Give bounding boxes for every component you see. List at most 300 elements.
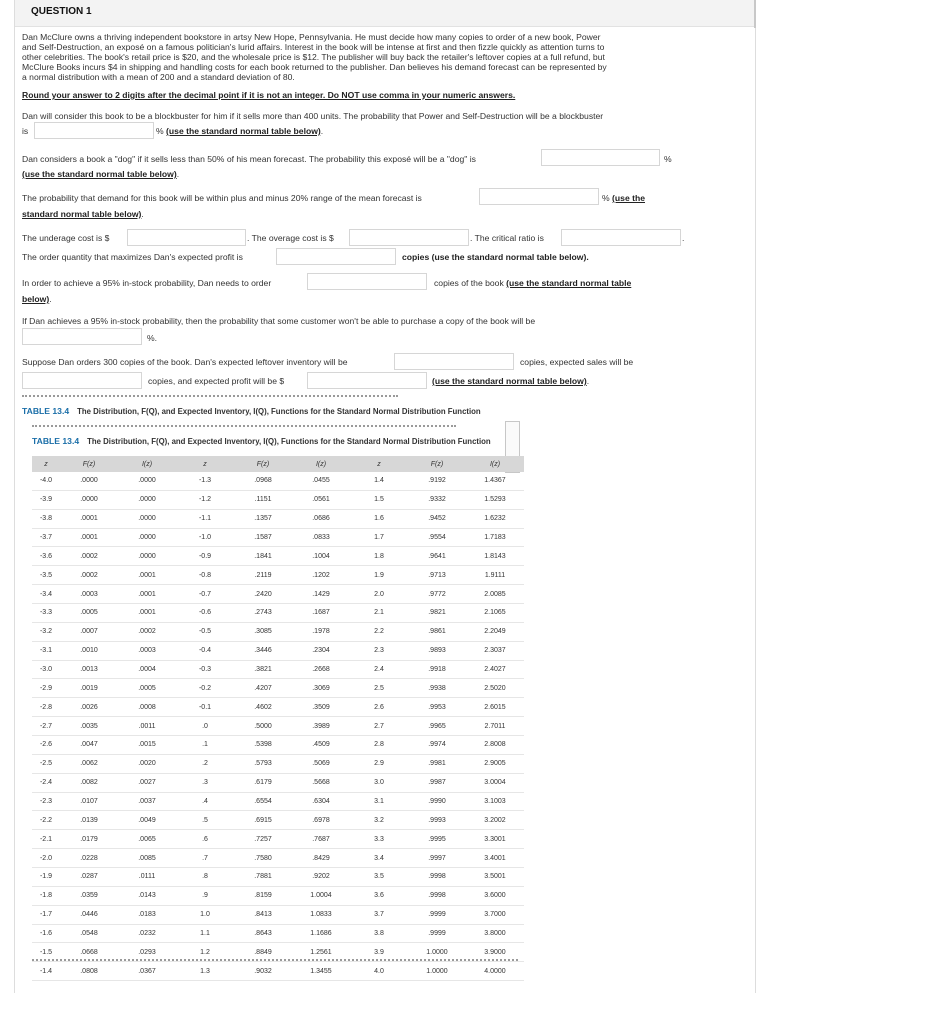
table-cell: 2.2 — [350, 622, 408, 641]
q8-table-link[interactable]: (use the standard normal table below) — [432, 376, 587, 386]
q8-link-line — [432, 376, 589, 387]
table-cell: -1.6 — [32, 924, 60, 943]
table-cell: .9554 — [408, 528, 466, 547]
q4-underage-cost-input[interactable] — [127, 229, 246, 246]
table-cell: .9 — [176, 886, 234, 905]
intro-line: and Self-Destruction, an exposé on a famous politician's lurid affairs. Interest in the book will be intense at first and then fizzle quickly as attention turns to — [22, 42, 605, 53]
q6-link-line — [22, 294, 52, 305]
q7-stockout-probability-input[interactable] — [22, 328, 142, 345]
table-cell: .6915 — [234, 811, 292, 830]
dotted-rule — [32, 425, 456, 429]
q4-overage-cost-input[interactable] — [349, 229, 469, 246]
table-cell: .1 — [176, 736, 234, 755]
table-cell: 1.0 — [176, 905, 234, 924]
q4-critical-label: . The critical ratio is — [470, 233, 544, 243]
table-cell: 3.3001 — [466, 830, 524, 849]
table-cell: 2.4 — [350, 660, 408, 679]
table-cell: .5069 — [292, 754, 350, 773]
col-header-fz: F(z) — [408, 456, 466, 472]
intro-line: other celebrities. The book's retail price is $20, and the wholesale price is $12. The publisher will buy back the retailer's leftover copies at a full refund, but — [22, 52, 605, 63]
table-cell: -3.3 — [32, 604, 60, 623]
table-cell: 2.4027 — [466, 660, 524, 679]
table-cell: 1.6232 — [466, 509, 524, 528]
table-cell: .4509 — [292, 736, 350, 755]
table-cell: .0232 — [118, 924, 176, 943]
table-cell: 3.4001 — [466, 849, 524, 868]
table-cell: .3085 — [234, 622, 292, 641]
table-row — [32, 886, 524, 905]
q8-expected-sales-input[interactable] — [22, 372, 142, 389]
table-row — [32, 604, 524, 623]
q3-range-probability-input[interactable] — [479, 188, 599, 205]
q5-suffix: copies (use the standard normal table below). — [402, 252, 589, 262]
table-cell: .9974 — [408, 736, 466, 755]
table-cell: -1.7 — [32, 905, 60, 924]
intro-line: a normal distribution with a mean of 200 and a standard deviation of 80. — [22, 72, 295, 83]
table-cell: .7257 — [234, 830, 292, 849]
q1-table-link[interactable]: (use the standard normal table below) — [166, 126, 321, 136]
table-cell: 2.6 — [350, 698, 408, 717]
table-cell: .9997 — [408, 849, 466, 868]
table-cell: .5793 — [234, 754, 292, 773]
table-cell: .2668 — [292, 660, 350, 679]
table-cell: .7687 — [292, 830, 350, 849]
table-cell: .0111 — [118, 868, 176, 887]
table-cell: .9953 — [408, 698, 466, 717]
table-row — [32, 754, 524, 773]
table-cell: .0005 — [60, 604, 118, 623]
table-row — [32, 490, 524, 509]
table-cell: .9192 — [408, 472, 466, 490]
table-cell: 3.3 — [350, 830, 408, 849]
q1-blockbuster-probability-input[interactable] — [34, 122, 154, 139]
table-cell: .4602 — [234, 698, 292, 717]
q8-text: Suppose Dan orders 300 copies of the book. Dan's expected leftover inventory will be — [22, 357, 348, 367]
table-cell: .0686 — [292, 509, 350, 528]
table-cell: .0047 — [60, 736, 118, 755]
table-cell: 2.3037 — [466, 641, 524, 660]
table-cell: 1.4367 — [466, 472, 524, 490]
table-row — [32, 547, 524, 566]
table-cell: .1357 — [234, 509, 292, 528]
table-cell: .8 — [176, 868, 234, 887]
table-cell: .2119 — [234, 566, 292, 585]
table-body — [32, 472, 524, 981]
table-cell: -1.9 — [32, 868, 60, 887]
table-cell: .9452 — [408, 509, 466, 528]
q2-percent: % — [664, 154, 672, 164]
q6-text: In order to achieve a 95% in-stock probability, Dan needs to order — [22, 278, 272, 288]
table-row — [32, 660, 524, 679]
table-cell: -0.5 — [176, 622, 234, 641]
table-cell: 2.7011 — [466, 717, 524, 736]
table-cell: .0000 — [118, 509, 176, 528]
col-header-iz: I(z) — [292, 456, 350, 472]
table-cell: 3.1003 — [466, 792, 524, 811]
table-cell: -3.9 — [32, 490, 60, 509]
q2-link-line — [22, 169, 179, 180]
table-cell: 1.8143 — [466, 547, 524, 566]
table-cell: 3.0004 — [466, 773, 524, 792]
table-cell: .0013 — [60, 660, 118, 679]
table-cell: .7580 — [234, 849, 292, 868]
table-cell: .3069 — [292, 679, 350, 698]
table-cell: .6978 — [292, 811, 350, 830]
table-cell: .9918 — [408, 660, 466, 679]
q8-mid: copies, expected sales will be — [520, 357, 634, 367]
table-cell: .9713 — [408, 566, 466, 585]
intro-line: McClure Books incurs $4 in shipping and handling costs for each book returned to the publisher. Dan believes his demand forecast can be represented by — [22, 62, 607, 73]
q1-is: is — [22, 126, 29, 136]
table-cell: .0000 — [118, 547, 176, 566]
table-row — [32, 830, 524, 849]
table-cell: .7 — [176, 849, 234, 868]
q3-text: The probability that demand for this book will be within plus and minus 20% range of the mean forecast is — [22, 193, 422, 203]
table-cell: .9772 — [408, 585, 466, 604]
table-cell: -2.5 — [32, 754, 60, 773]
table-row — [32, 641, 524, 660]
table-cell: 1.0000 — [408, 962, 466, 981]
q6-instock-order-input[interactable] — [307, 273, 427, 290]
intro-line: Dan McClure owns a thriving independent bookstore in artsy New Hope, Pennsylvania. He must decide how many copies to order of a new book, Power — [22, 32, 601, 42]
table-cell: 4.0 — [350, 962, 408, 981]
table-cell: .0000 — [118, 528, 176, 547]
table-cell: -3.2 — [32, 622, 60, 641]
table-cell: .8159 — [234, 886, 292, 905]
table-cell: .6554 — [234, 792, 292, 811]
table-cell: .0035 — [60, 717, 118, 736]
table-cell: .1841 — [234, 547, 292, 566]
table-cell: .9995 — [408, 830, 466, 849]
table-cell: .9965 — [408, 717, 466, 736]
table-row — [32, 472, 524, 490]
dotted-rule — [22, 395, 398, 399]
table-cell: .0001 — [60, 509, 118, 528]
table-cell: 1.3455 — [292, 962, 350, 981]
table-cell: -2.7 — [32, 717, 60, 736]
table-cell: -0.1 — [176, 698, 234, 717]
intro-paragraph — [22, 32, 722, 82]
table-cell: .9990 — [408, 792, 466, 811]
table-cell: -3.5 — [32, 566, 60, 585]
table-cell: .0001 — [118, 566, 176, 585]
table-cell: .0228 — [60, 849, 118, 868]
table-cell: .0082 — [60, 773, 118, 792]
table-cell: .0065 — [118, 830, 176, 849]
table-cell: .9938 — [408, 679, 466, 698]
table-cell: .0001 — [118, 604, 176, 623]
table-cell: .0561 — [292, 490, 350, 509]
table-cell: .0007 — [60, 622, 118, 641]
table-cell: .5668 — [292, 773, 350, 792]
table-cell: -2.2 — [32, 811, 60, 830]
table-cell: .0000 — [118, 490, 176, 509]
table-row — [32, 905, 524, 924]
table-cell: .0 — [176, 717, 234, 736]
q3-table-link[interactable]: (use the — [612, 193, 645, 203]
table-cell: .1151 — [234, 490, 292, 509]
table-cell: .0027 — [118, 773, 176, 792]
table-cell: .0000 — [60, 472, 118, 490]
table-cell: 3.4 — [350, 849, 408, 868]
table-number: TABLE 13.4 — [22, 406, 70, 416]
table-cell: .9641 — [408, 547, 466, 566]
panel-divider — [754, 0, 756, 28]
q5-text: The order quantity that maximizes Dan's expected profit is — [22, 252, 243, 262]
q3-link-line — [22, 209, 144, 220]
table-row — [32, 962, 524, 981]
table-cell: .9987 — [408, 773, 466, 792]
q2-table-link[interactable]: (use the standard normal table below) — [22, 169, 177, 179]
q5-order-quantity-input[interactable] — [276, 248, 396, 265]
table-cell: .0020 — [118, 754, 176, 773]
q1-suffix: % — [156, 126, 164, 136]
table-title: The Distribution, F(Q), and Expected Inventory, I(Q), Functions for the Standard Normal Distribution Function — [87, 437, 491, 446]
table-cell: .9981 — [408, 754, 466, 773]
table-cell: .6179 — [234, 773, 292, 792]
table-cell: .1978 — [292, 622, 350, 641]
table-cell: 2.0 — [350, 585, 408, 604]
q3-table-link-cont[interactable]: standard normal table below) — [22, 209, 142, 219]
q3-suffix: % — [602, 193, 610, 203]
q7-text: If Dan achieves a 95% in-stock probability, then the probability that some customer won't be able to purchase a copy of the book will be — [22, 316, 536, 326]
table-cell: .5 — [176, 811, 234, 830]
q4-underage-label: The underage cost is $ — [22, 233, 110, 243]
table-cell: .9032 — [234, 962, 292, 981]
table-cell: 3.5 — [350, 868, 408, 887]
table-cell: .3821 — [234, 660, 292, 679]
table-cell: .0001 — [60, 528, 118, 547]
table-cell: -1.2 — [176, 490, 234, 509]
table-cell: .1429 — [292, 585, 350, 604]
table-cell: -2.3 — [32, 792, 60, 811]
q6-suffix: copies of the book — [434, 278, 504, 288]
table-cell: .0003 — [60, 585, 118, 604]
table-row — [32, 868, 524, 887]
table-row — [32, 566, 524, 585]
table-cell: 1.5 — [350, 490, 408, 509]
table-cell: .1687 — [292, 604, 350, 623]
table-cell: .1202 — [292, 566, 350, 585]
table-cell: -0.2 — [176, 679, 234, 698]
table-cell: 1.1 — [176, 924, 234, 943]
col-header-fz: F(z) — [234, 456, 292, 472]
table-cell: 1.4 — [350, 472, 408, 490]
table-cell: .0085 — [118, 849, 176, 868]
table-cell: -2.0 — [32, 849, 60, 868]
table-cell: -0.4 — [176, 641, 234, 660]
table-cell: .9893 — [408, 641, 466, 660]
q6-table-link-cont[interactable]: below) — [22, 294, 50, 304]
table-number: TABLE 13.4 — [32, 436, 80, 446]
table-cell: -2.9 — [32, 679, 60, 698]
table-cell: .0003 — [118, 641, 176, 660]
table-cell: .0179 — [60, 830, 118, 849]
table-row — [32, 698, 524, 717]
table-cell: -2.6 — [32, 736, 60, 755]
table-cell: -2.8 — [32, 698, 60, 717]
col-header-z: z — [32, 456, 60, 472]
table-cell: 2.9005 — [466, 754, 524, 773]
table-cell: 3.9000 — [466, 943, 524, 962]
table-cell: -1.5 — [32, 943, 60, 962]
table-cell: .0367 — [118, 962, 176, 981]
table-cell: .8413 — [234, 905, 292, 924]
table-cell: .0287 — [60, 868, 118, 887]
table-cell: -0.7 — [176, 585, 234, 604]
table-cell: .3989 — [292, 717, 350, 736]
table-row — [32, 717, 524, 736]
table-cell: .0183 — [118, 905, 176, 924]
table-cell: .0833 — [292, 528, 350, 547]
table-cell: -0.3 — [176, 660, 234, 679]
table-cell: -2.4 — [32, 773, 60, 792]
table-cell: .9821 — [408, 604, 466, 623]
table-cell: -3.6 — [32, 547, 60, 566]
table-cell: .0293 — [118, 943, 176, 962]
q6-suffix-line — [434, 278, 631, 289]
table-cell: 1.9111 — [466, 566, 524, 585]
table-cell: 3.6 — [350, 886, 408, 905]
table-cell: -1.4 — [32, 962, 60, 981]
table-cell: -1.8 — [32, 886, 60, 905]
table-cell: -3.1 — [32, 641, 60, 660]
table-cell: .2743 — [234, 604, 292, 623]
table-cell: .0010 — [60, 641, 118, 660]
table-cell: .1587 — [234, 528, 292, 547]
table-cell: 2.5020 — [466, 679, 524, 698]
table-cell: .0015 — [118, 736, 176, 755]
q8-leftover-inventory-input[interactable] — [394, 353, 514, 370]
col-header-iz: I(z) — [466, 456, 524, 472]
table-cell: 1.7183 — [466, 528, 524, 547]
table-cell: -0.9 — [176, 547, 234, 566]
table-cell: 2.0085 — [466, 585, 524, 604]
q4-end: . — [682, 233, 685, 243]
table-cell: 2.6015 — [466, 698, 524, 717]
standard-normal-table — [32, 456, 524, 981]
table-cell: 1.0000 — [408, 943, 466, 962]
table-cell: .8643 — [234, 924, 292, 943]
table-cell: 1.9 — [350, 566, 408, 585]
table-cell: .0008 — [118, 698, 176, 717]
table-cell: .0668 — [60, 943, 118, 962]
table-row — [32, 811, 524, 830]
table-cell: 2.3 — [350, 641, 408, 660]
table-cell: .3 — [176, 773, 234, 792]
table-cell: .9999 — [408, 924, 466, 943]
table-cell: 2.8008 — [466, 736, 524, 755]
q4-critical-ratio-input[interactable] — [561, 229, 681, 246]
table-cell: -3.8 — [32, 509, 60, 528]
table-cell: .0062 — [60, 754, 118, 773]
table-cell: 3.2 — [350, 811, 408, 830]
q2-dog-probability-input[interactable] — [541, 149, 660, 166]
q4-overage-label: . The overage cost is $ — [247, 233, 334, 243]
table-cell: 2.2049 — [466, 622, 524, 641]
table-cell: .3509 — [292, 698, 350, 717]
col-header-iz: I(z) — [118, 456, 176, 472]
table-cell: .0002 — [118, 622, 176, 641]
table-cell: 1.8 — [350, 547, 408, 566]
table-cell: -0.6 — [176, 604, 234, 623]
table-cell: 2.1065 — [466, 604, 524, 623]
table-cell: .7881 — [234, 868, 292, 887]
q8-mid2: copies, and expected profit will be $ — [148, 376, 285, 386]
table-cell: .2420 — [234, 585, 292, 604]
table-cell: .0455 — [292, 472, 350, 490]
table-cell: .0548 — [60, 924, 118, 943]
table-row — [32, 622, 524, 641]
table-cell: .8429 — [292, 849, 350, 868]
table-row — [32, 849, 524, 868]
table-cell: -3.4 — [32, 585, 60, 604]
table-cell: .9998 — [408, 868, 466, 887]
table-cell: 1.1686 — [292, 924, 350, 943]
q1-end: . — [320, 126, 324, 136]
table-cell: .6304 — [292, 792, 350, 811]
table-cell: 1.7 — [350, 528, 408, 547]
table-row — [32, 792, 524, 811]
q1-percent — [156, 126, 323, 137]
table-cell: .2 — [176, 754, 234, 773]
table-row — [32, 679, 524, 698]
table-cell: .0107 — [60, 792, 118, 811]
table-cell: 3.7000 — [466, 905, 524, 924]
q8-expected-profit-input[interactable] — [307, 372, 427, 389]
table-cell: -1.1 — [176, 509, 234, 528]
table-row — [32, 736, 524, 755]
q6-end: . — [49, 294, 52, 304]
col-header-z: z — [350, 456, 408, 472]
table-cell: 1.0833 — [292, 905, 350, 924]
q3-end: . — [141, 209, 144, 219]
table-cell: .5000 — [234, 717, 292, 736]
q6-table-link[interactable]: (use the standard normal table — [506, 278, 632, 288]
table-cell: 2.5 — [350, 679, 408, 698]
col-header-fz: F(z) — [60, 456, 118, 472]
table-cell: .0001 — [118, 585, 176, 604]
table-cell: .9993 — [408, 811, 466, 830]
table-cell: .0002 — [60, 566, 118, 585]
table-cell: 2.9 — [350, 754, 408, 773]
table-cell: 1.5293 — [466, 490, 524, 509]
table-cell: 2.7 — [350, 717, 408, 736]
table-cell: .4207 — [234, 679, 292, 698]
table-cell: 4.0000 — [466, 962, 524, 981]
table-cell: -2.1 — [32, 830, 60, 849]
table-row — [32, 773, 524, 792]
table-cell: .0000 — [118, 472, 176, 490]
table-row — [32, 585, 524, 604]
table-cell: .5398 — [234, 736, 292, 755]
table-cell: .0359 — [60, 886, 118, 905]
table-cell: -1.3 — [176, 472, 234, 490]
table-cell: 3.0 — [350, 773, 408, 792]
table-cell: .9999 — [408, 905, 466, 924]
table-cell: .8849 — [234, 943, 292, 962]
table-cell: .0049 — [118, 811, 176, 830]
table-cell: .0000 — [60, 490, 118, 509]
table-cell: .9332 — [408, 490, 466, 509]
table-cell: .9202 — [292, 868, 350, 887]
table-cell: 1.2 — [176, 943, 234, 962]
table-cell: .9861 — [408, 622, 466, 641]
table-cell: .0139 — [60, 811, 118, 830]
table-caption-image — [32, 436, 491, 446]
table-cell: -3.0 — [32, 660, 60, 679]
table-cell: 3.2002 — [466, 811, 524, 830]
